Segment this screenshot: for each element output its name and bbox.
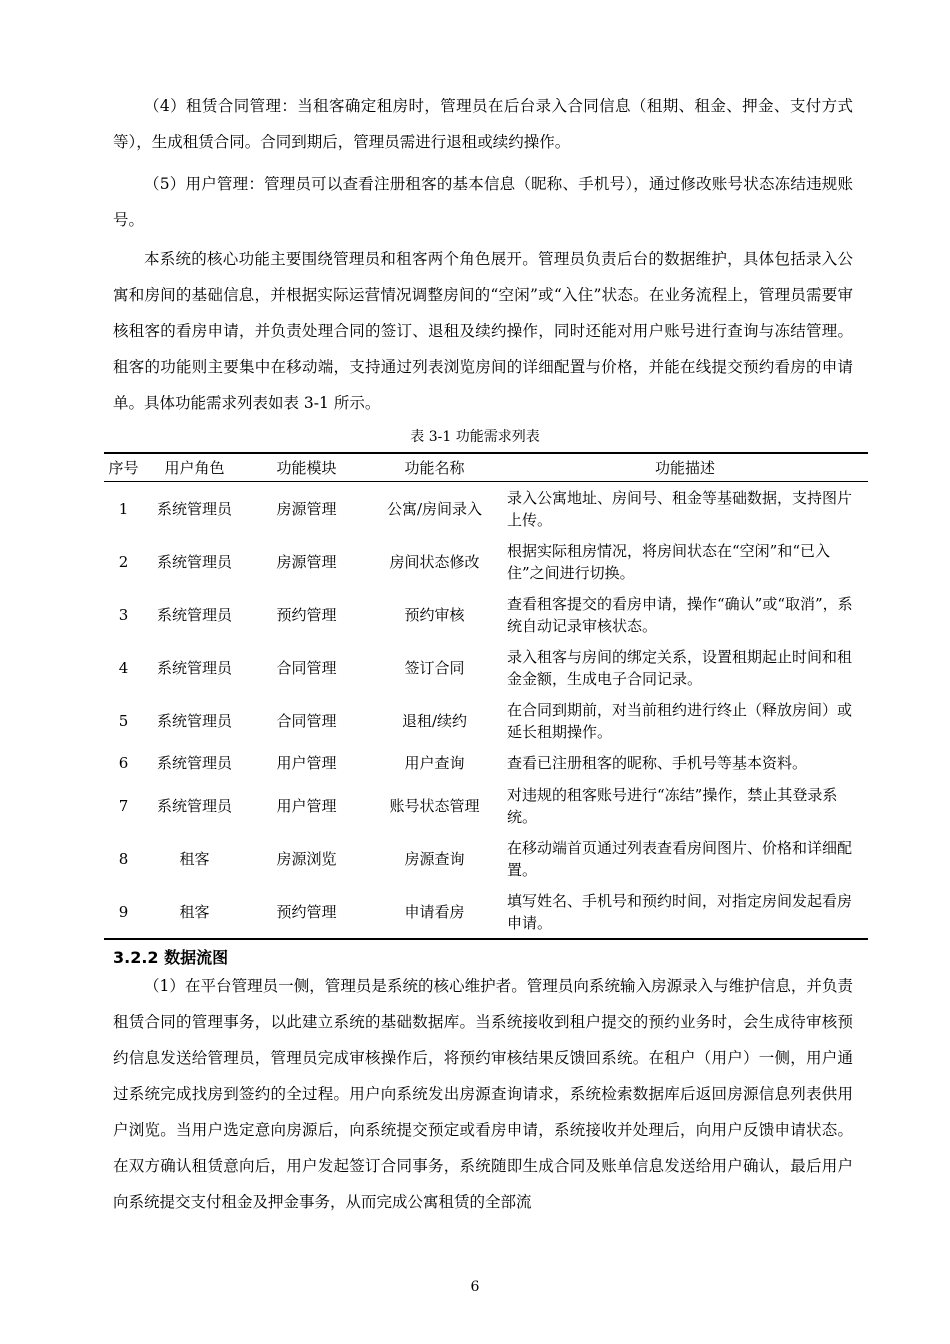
cell-function-name: 房源查询 [404, 849, 465, 868]
cell-role: 系统管理员 [156, 499, 232, 518]
cell-description: 在合同到期前，对当前租约进行终止（释放房间）或延长租期操作。 [507, 700, 853, 741]
header-module: 功能模块 [246, 453, 367, 482]
cell-index: 1 [118, 499, 129, 518]
cell-description: 根据实际租房情况，将房间状态在“空闲”和“已入住”之间进行切换。 [507, 541, 831, 582]
table-row [104, 535, 868, 588]
cell-index: 5 [118, 711, 129, 730]
cell-module: 预约管理 [246, 885, 367, 939]
table-row [104, 779, 868, 832]
table-header-row [104, 453, 868, 482]
cell-function-name: 签订合同 [404, 658, 465, 677]
table-row [104, 588, 868, 641]
header-description: 功能描述 [502, 453, 868, 482]
cell-function-name: 房间状态修改 [389, 552, 480, 571]
header-function-name: 功能名称 [367, 453, 502, 482]
cell-module: 用户管理 [276, 754, 337, 772]
cell-module: 房源管理 [276, 499, 337, 518]
requirements-table [104, 452, 868, 940]
cell-index: 2 [118, 552, 129, 571]
header-index: 序号 [104, 453, 143, 482]
table-row [104, 885, 868, 939]
table-row [104, 641, 868, 694]
cell-role: 系统管理员 [156, 658, 232, 677]
cell-role: 租客 [179, 849, 210, 868]
cell-module: 预约管理 [276, 605, 337, 624]
cell-index: 4 [118, 658, 129, 677]
cell-description: 填写姓名、手机号和预约时间，对指定房间发起看房申请。 [502, 885, 868, 939]
section-heading: 3.2.2 数据流图 [113, 948, 229, 967]
cell-index: 9 [104, 885, 143, 939]
cell-module: 合同管理 [276, 658, 337, 677]
cell-index: 3 [118, 605, 129, 624]
cell-description: 对违规的租客账号进行“冻结”操作，禁止其登录系统。 [507, 785, 838, 826]
cell-module: 房源管理 [276, 552, 337, 571]
paragraph-contract-management: （4）租赁合同管理：当租客确定租房时，管理员在后台录入合同信息（租期、租金、押金、支付方式等），生成租赁合同。合同到期后，管理员需进行退租或续约操作。 [113, 97, 853, 151]
cell-description: 查看已注册租客的昵称、手机号等基本资料。 [507, 754, 808, 772]
cell-function-name: 账号状态管理 [389, 796, 480, 815]
cell-role: 系统管理员 [156, 552, 232, 571]
cell-role: 系统管理员 [156, 605, 232, 624]
paragraph-user-management: （5）用户管理：管理员可以查看注册租客的基本信息（昵称、手机号），通过修改账号状态冻结违规账号。 [113, 175, 853, 229]
cell-description: 查看租客提交的看房申请，操作“确认”或“取消”，系统自动记录审核状态。 [507, 594, 853, 635]
cell-role: 租客 [143, 885, 246, 939]
cell-function-name: 用户查询 [404, 754, 465, 772]
cell-description: 录入公寓地址、房间号、租金等基础数据，支持图片上传。 [507, 488, 853, 529]
cell-function-name: 公寓/房间录入 [386, 499, 483, 518]
cell-function-name: 申请看房 [367, 885, 502, 939]
table-caption: 表 3-1 功能需求列表 [410, 429, 540, 445]
cell-module: 合同管理 [276, 711, 337, 730]
page-number: 6 [470, 1279, 480, 1295]
cell-role: 系统管理员 [156, 754, 232, 772]
table-row [104, 694, 868, 747]
cell-module: 房源浏览 [276, 849, 337, 868]
cell-function-name: 退租/续约 [401, 711, 468, 730]
header-role: 用户角色 [143, 453, 246, 482]
cell-description: 在移动端首页通过列表查看房间图片、价格和详细配置。 [507, 838, 853, 879]
table-row [104, 832, 868, 885]
paragraph-core-functions: 本系统的核心功能主要围绕管理员和租客两个角色展开。管理员负责后台的数据维护，具体包括录入公寓和房间的基础信息，并根据实际运营情况调整房间的“空闲”或“入住”状态。在业务流程上，管理员需要审核租客的看房申请，并负责处理合同的签订、退租及续约操作，同时还能对用户账号进行查询与冻结管理。租客的功能则主要集中在移动端，支持通过列表浏览房间的详细配置与价格，并能在线提交预约看房的申请单。具体功能需求列表如表 3-1 所示。 [113, 250, 853, 412]
table-row [104, 482, 868, 536]
cell-index: 6 [118, 754, 129, 772]
table-row [104, 747, 868, 779]
cell-description: 录入租客与房间的绑定关系，设置租期起止时间和租金金额，生成电子合同记录。 [507, 647, 853, 688]
cell-function-name: 预约审核 [404, 605, 465, 624]
cell-index: 8 [118, 849, 129, 868]
cell-role: 系统管理员 [156, 796, 232, 815]
paragraph-data-flow: （1）在平台管理员一侧，管理员是系统的核心维护者。管理员向系统输入房源录入与维护信息，并负责租赁合同的管理事务，以此建立系统的基础数据库。当系统接收到租户提交的预约业务时，会生成待审核预约信息发送给管理员，管理员完成审核操作后，将预约审核结果反馈回系统。在租户（用户）一侧，用户通过系统完成找房到签约的全过程。用户向系统发出房源查询请求，系统检索数据库后返回房源信息列表供用户浏览。当用户选定意向房源后，向系统提交预定或看房申请，系统接收并处理后，向用户反馈申请状态。在双方确认租赁意向后，用户发起签订合同事务，系统随即生成合同及账单信息发送给用户确认，最后用户向系统提交支付租金及押金事务，从而完成公寓租赁的全部流 [113, 977, 853, 1211]
cell-role: 系统管理员 [156, 711, 232, 730]
cell-module: 用户管理 [276, 796, 337, 815]
cell-index: 7 [118, 796, 129, 815]
